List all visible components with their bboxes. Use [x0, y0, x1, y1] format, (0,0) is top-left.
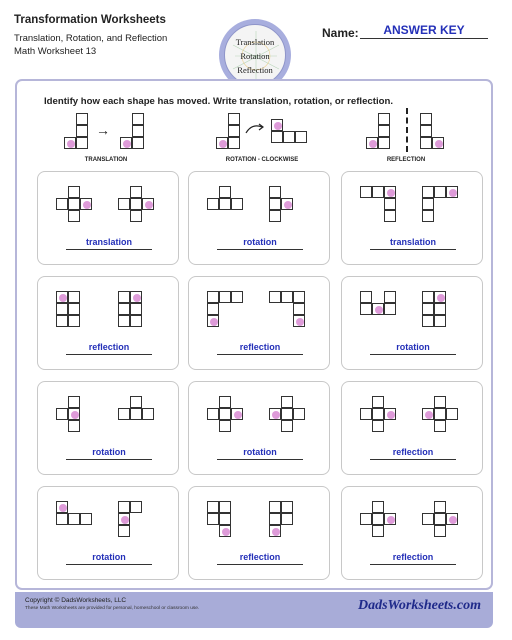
problem-card — [37, 276, 179, 370]
marker-dot — [449, 516, 457, 524]
grid-square — [231, 291, 243, 303]
grid-square — [384, 291, 396, 303]
problem-card — [341, 276, 483, 370]
answer-field[interactable]: rotation — [370, 342, 456, 355]
grid-square — [130, 303, 142, 315]
grid-square — [118, 315, 130, 327]
example-reflection-label: REFLECTION — [386, 157, 426, 163]
name-label: Name: — [322, 26, 359, 40]
grid-square — [281, 408, 293, 420]
usage-note: These Math Worksheets are provided for personal, homeschool or classroom use. — [25, 606, 200, 611]
grid-square — [130, 186, 142, 198]
grid-square — [295, 131, 307, 143]
answer-field[interactable]: reflection — [217, 342, 303, 355]
grid-square — [142, 408, 154, 420]
marker-dot — [71, 411, 79, 419]
grid-square — [219, 186, 231, 198]
logo-line-translation: Translation — [235, 37, 275, 47]
grid-square — [132, 113, 144, 125]
grid-square — [130, 198, 142, 210]
marker-dot — [274, 122, 282, 130]
grid-square — [293, 315, 305, 327]
grid-square — [384, 408, 396, 420]
marker-dot — [272, 528, 280, 536]
grid-square — [420, 137, 432, 149]
grid-square — [130, 396, 142, 408]
problem-card — [188, 381, 330, 475]
grid-square — [269, 408, 281, 420]
worksheet-title: Transformation Worksheets — [14, 14, 166, 26]
grid-square — [269, 501, 281, 513]
answer-key-field[interactable]: ANSWER KEY — [360, 23, 488, 39]
grid-square — [76, 137, 88, 149]
grid-square — [219, 396, 231, 408]
grid-square — [216, 137, 228, 149]
grid-square — [130, 408, 142, 420]
grid-square — [434, 513, 446, 525]
grid-square — [269, 513, 281, 525]
grid-square — [422, 291, 434, 303]
grid-square — [283, 131, 295, 143]
grid-square — [68, 408, 80, 420]
logo-line-reflection: Reflection — [237, 65, 273, 75]
grid-square — [360, 408, 372, 420]
answer-field[interactable]: reflection — [66, 342, 152, 355]
marker-dot — [369, 140, 377, 148]
grid-square — [228, 113, 240, 125]
problem-card — [37, 171, 179, 265]
grid-square — [372, 303, 384, 315]
logo-inner — [224, 24, 286, 86]
grid-square — [372, 396, 384, 408]
grid-square — [372, 525, 384, 537]
grid-square — [231, 408, 243, 420]
marker-dot — [387, 189, 395, 197]
grid-square — [207, 513, 219, 525]
example-rotation-label: ROTATION - CLOCKWISE — [225, 157, 299, 163]
grid-square — [56, 315, 68, 327]
problem-card — [37, 486, 179, 580]
grid-square — [420, 125, 432, 137]
marker-dot — [145, 201, 153, 209]
grid-square — [219, 513, 231, 525]
grid-square — [281, 513, 293, 525]
grid-square — [80, 513, 92, 525]
grid-square — [219, 408, 231, 420]
grid-square — [228, 125, 240, 137]
grid-square — [293, 303, 305, 315]
grid-square — [118, 408, 130, 420]
marker-dot — [272, 411, 280, 419]
grid-square — [269, 210, 281, 222]
grid-square — [434, 186, 446, 198]
marker-dot — [222, 528, 230, 536]
problem-card — [341, 171, 483, 265]
grid-square — [384, 186, 396, 198]
grid-square — [372, 408, 384, 420]
marker-dot — [234, 411, 242, 419]
grid-square — [384, 513, 396, 525]
grid-square — [68, 513, 80, 525]
grid-square — [207, 501, 219, 513]
curved-arrow-icon — [244, 121, 266, 135]
grid-square — [118, 198, 130, 210]
grid-square — [68, 315, 80, 327]
grid-square — [68, 198, 80, 210]
grid-square — [422, 198, 434, 210]
grid-square — [132, 125, 144, 137]
grid-square — [422, 513, 434, 525]
grid-square — [207, 198, 219, 210]
grid-square — [446, 186, 458, 198]
marker-dot — [449, 189, 457, 197]
grid-square — [366, 137, 378, 149]
grid-square — [434, 396, 446, 408]
marker-dot — [284, 201, 292, 209]
grid-square — [68, 210, 80, 222]
grid-square — [378, 113, 390, 125]
grid-square — [360, 303, 372, 315]
grid-square — [434, 525, 446, 537]
grid-square — [219, 198, 231, 210]
grid-square — [384, 303, 396, 315]
answer-field[interactable]: rotation — [66, 552, 152, 565]
grid-square — [207, 291, 219, 303]
marker-dot — [59, 504, 67, 512]
grid-square — [269, 198, 281, 210]
grid-square — [422, 303, 434, 315]
problem-card — [188, 276, 330, 370]
problem-card — [188, 171, 330, 265]
example-translation-label: TRANSLATION — [84, 157, 128, 163]
grid-square — [360, 513, 372, 525]
grid-square — [269, 291, 281, 303]
marker-dot — [123, 140, 131, 148]
grid-square — [142, 198, 154, 210]
marker-dot — [375, 306, 383, 314]
problem-card — [37, 381, 179, 475]
answer-field[interactable]: reflection — [370, 552, 456, 565]
grid-square — [56, 513, 68, 525]
grid-square — [434, 501, 446, 513]
grid-square — [269, 186, 281, 198]
grid-square — [56, 198, 68, 210]
grid-square — [432, 137, 444, 149]
grid-square — [130, 501, 142, 513]
grid-square — [378, 125, 390, 137]
grid-square — [118, 525, 130, 537]
instructions: Identify how each shape has moved. Write translation, rotation, or reflection. — [44, 96, 393, 107]
grid-square — [434, 408, 446, 420]
worksheet-number: Math Worksheet 13 — [14, 46, 97, 57]
grid-square — [281, 198, 293, 210]
answer-field[interactable]: reflection — [217, 552, 303, 565]
grid-square — [422, 315, 434, 327]
grid-square — [68, 186, 80, 198]
marker-dot — [121, 516, 129, 524]
problem-card — [341, 486, 483, 580]
grid-square — [434, 291, 446, 303]
grid-square — [118, 303, 130, 315]
answer-field[interactable]: reflection — [370, 447, 456, 460]
grid-square — [378, 137, 390, 149]
grid-square — [271, 119, 283, 131]
grid-square — [434, 420, 446, 432]
grid-square — [118, 501, 130, 513]
grid-square — [76, 113, 88, 125]
answer-field[interactable]: rotation — [66, 447, 152, 460]
marker-dot — [296, 318, 304, 326]
grid-square — [219, 525, 231, 537]
copyright-text: Copyright © DadsWorksheets, LLC — [25, 597, 127, 604]
grid-square — [207, 408, 219, 420]
grid-square — [207, 303, 219, 315]
grid-square — [372, 420, 384, 432]
grid-square — [231, 198, 243, 210]
right-arrow-icon: → — [96, 122, 110, 138]
grid-square — [422, 210, 434, 222]
grid-square — [446, 408, 458, 420]
marker-dot — [425, 411, 433, 419]
grid-square — [132, 137, 144, 149]
marker-dot — [59, 294, 67, 302]
marker-dot — [67, 140, 75, 148]
grid-square — [434, 303, 446, 315]
marker-dot — [210, 318, 218, 326]
grid-square — [281, 420, 293, 432]
marker-dot — [219, 140, 227, 148]
grid-square — [130, 210, 142, 222]
logo-line-rotation: Rotation — [240, 51, 270, 61]
grid-square — [446, 513, 458, 525]
worksheet-subtitle: Translation, Rotation, and Reflection — [14, 33, 168, 44]
grid-square — [56, 408, 68, 420]
marker-dot — [83, 201, 91, 209]
marker-dot — [435, 140, 443, 148]
brand-logo[interactable]: DadsWorksheets.com — [357, 598, 481, 613]
grid-square — [281, 396, 293, 408]
grid-square — [228, 137, 240, 149]
grid-square — [68, 291, 80, 303]
grid-square — [384, 210, 396, 222]
answer-field[interactable]: translation — [370, 237, 456, 250]
grid-square — [76, 125, 88, 137]
marker-dot — [387, 411, 395, 419]
problem-card — [188, 486, 330, 580]
answer-field[interactable]: translation — [66, 237, 152, 250]
grid-square — [384, 198, 396, 210]
grid-square — [68, 303, 80, 315]
grid-square — [422, 186, 434, 198]
grid-square — [207, 315, 219, 327]
answer-field[interactable]: rotation — [217, 447, 303, 460]
grid-square — [420, 113, 432, 125]
grid-square — [56, 291, 68, 303]
grid-square — [68, 396, 80, 408]
grid-square — [130, 291, 142, 303]
grid-square — [68, 420, 80, 432]
grid-square — [360, 186, 372, 198]
grid-square — [422, 408, 434, 420]
marker-dot — [437, 294, 445, 302]
grid-square — [281, 501, 293, 513]
grid-square — [130, 315, 142, 327]
grid-square — [293, 408, 305, 420]
grid-square — [293, 291, 305, 303]
grid-square — [56, 501, 68, 513]
problem-card — [341, 381, 483, 475]
footer-bar — [15, 592, 493, 628]
grid-square — [281, 291, 293, 303]
grid-square — [219, 420, 231, 432]
grid-square — [219, 291, 231, 303]
grid-square — [372, 501, 384, 513]
grid-square — [372, 513, 384, 525]
grid-square — [118, 513, 130, 525]
grid-square — [271, 131, 283, 143]
grid-square — [56, 303, 68, 315]
answer-field[interactable]: rotation — [217, 237, 303, 250]
grid-square — [64, 137, 76, 149]
grid-square — [269, 525, 281, 537]
grid-square — [434, 315, 446, 327]
grid-square — [372, 186, 384, 198]
grid-square — [80, 198, 92, 210]
grid-square — [219, 501, 231, 513]
mirror-line — [406, 108, 408, 152]
marker-dot — [133, 294, 141, 302]
grid-square — [360, 291, 372, 303]
grid-square — [120, 137, 132, 149]
marker-dot — [387, 516, 395, 524]
grid-square — [118, 291, 130, 303]
